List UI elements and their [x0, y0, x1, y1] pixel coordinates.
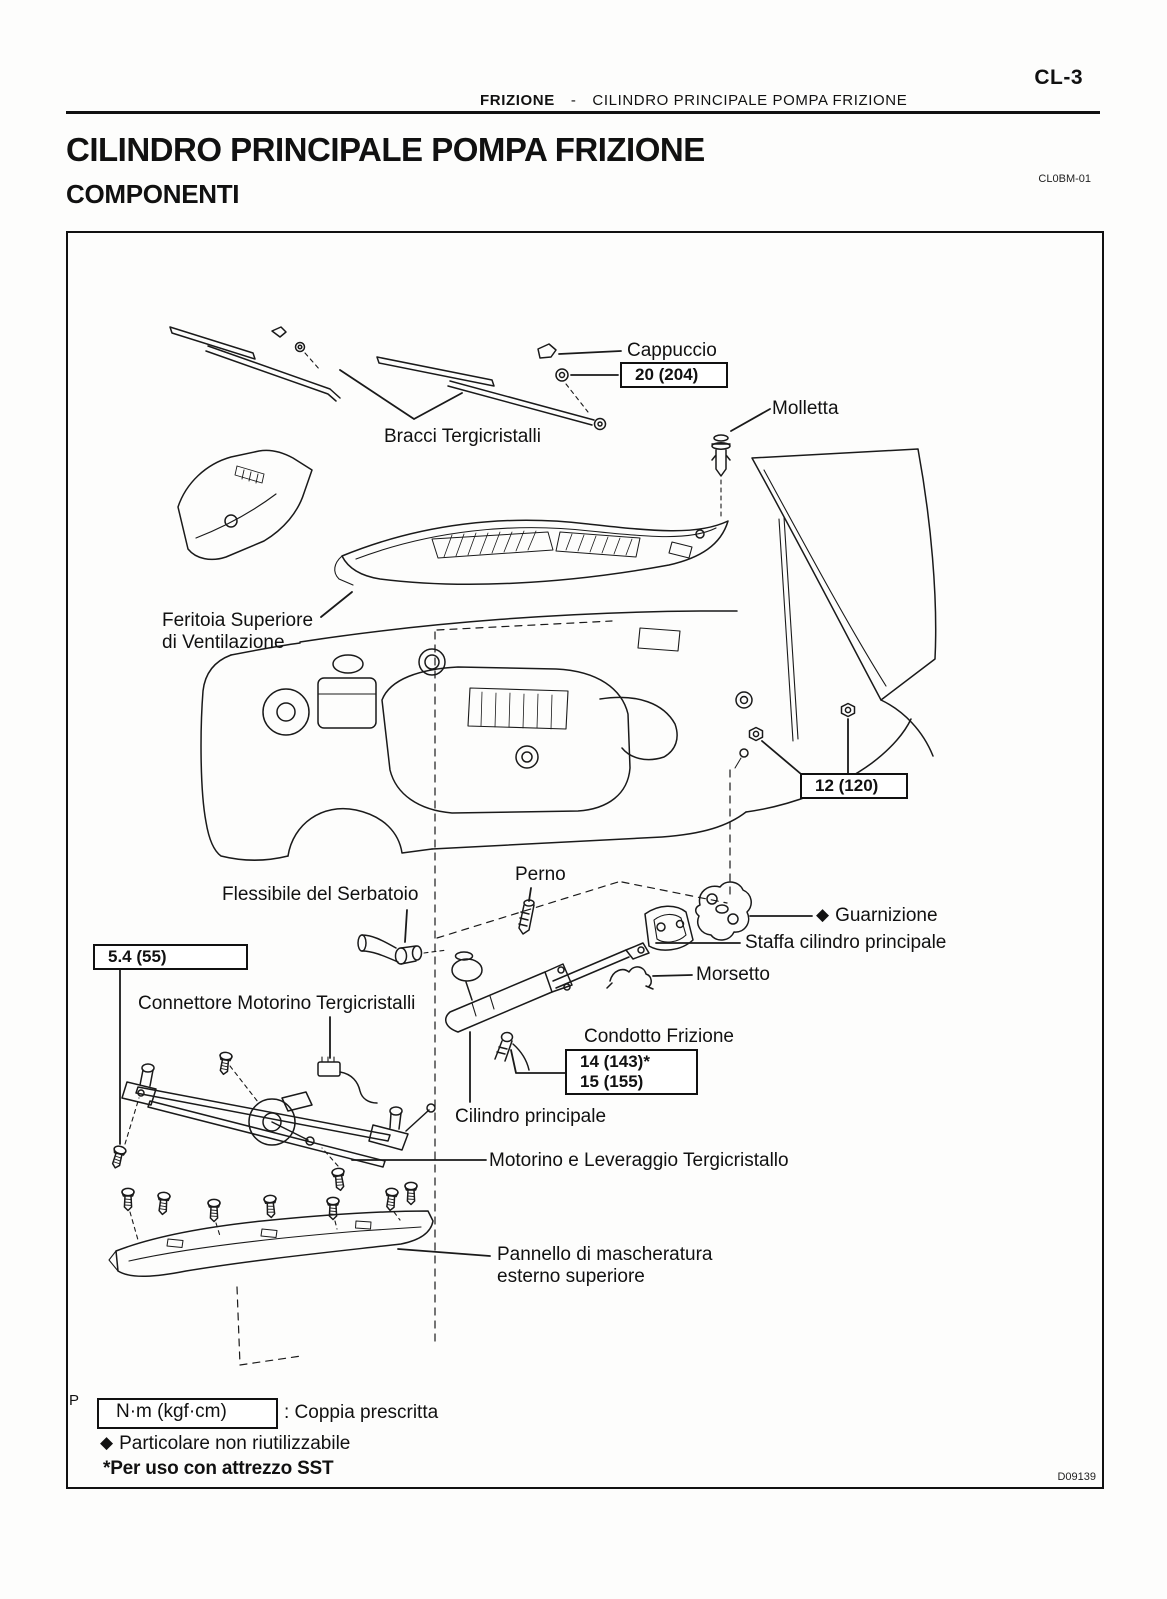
non-reusable-diamond-icon: ◆: [100, 1433, 114, 1452]
label-molletta: Molletta: [772, 398, 839, 419]
page-title: CILINDRO PRINCIPALE POMPA FRIZIONE: [66, 131, 705, 168]
running-header: [480, 92, 907, 109]
revision-code: CL0BM-01: [1038, 173, 1091, 185]
legend-non-reusable: ◆ Particolare non riutilizzabile: [100, 1433, 351, 1454]
label-guarnizione: ◆ Guarnizione: [816, 905, 938, 926]
non-reusable-diamond-icon: ◆: [816, 905, 830, 924]
legend-sst-note: *Per uso con attrezzo SST: [103, 1458, 334, 1479]
legend-corner-letter: P: [69, 1392, 80, 1409]
label-flessibile-serbatoio: Flessibile del Serbatoio: [222, 884, 419, 905]
torque-box-cappuccio-nut: 20 (204): [620, 362, 728, 388]
label-feritoia-ventilazione: Feritoia Superiore di Ventilazione: [162, 610, 314, 653]
figure-frame: [66, 231, 1104, 1489]
legend-torque-description: : Coppia prescritta: [284, 1402, 439, 1423]
legend-torque-unit-box: N·m (kgf·cm): [97, 1398, 278, 1429]
torque-box-wiper-motor: 5.4 (55): [93, 944, 248, 970]
label-pannello-mascheratura: Pannello di mascheratura esterno superiore: [497, 1244, 713, 1287]
running-header-topic: CILINDRO PRINCIPALE POMPA FRIZIONE: [592, 92, 908, 109]
label-condotto-frizione: Condotto Frizione: [584, 1026, 734, 1047]
header-rule: [66, 111, 1100, 114]
label-motorino-leveraggio: Motorino e Leveraggio Tergicristallo: [489, 1150, 789, 1171]
torque-box-hood-side: 12 (120): [800, 773, 908, 799]
running-header-dash: -: [570, 92, 577, 109]
label-morsetto: Morsetto: [696, 964, 770, 985]
label-perno: Perno: [515, 864, 566, 885]
section-subtitle: COMPONENTI: [66, 179, 240, 209]
label-staffa-cilindro: Staffa cilindro principale: [745, 932, 947, 953]
running-header-section: FRIZIONE: [480, 92, 555, 109]
torque-box-condotto: 14 (143)* 15 (155): [565, 1049, 698, 1095]
figure-id: D09139: [1057, 1471, 1096, 1483]
label-connettore-motorino: Connettore Motorino Tergicristalli: [138, 993, 416, 1014]
page-number: CL-3: [1034, 66, 1083, 89]
label-cilindro-principale: Cilindro principale: [455, 1106, 607, 1127]
label-bracci-tergicristalli: Bracci Tergicristalli: [384, 426, 541, 447]
label-cappuccio: Cappuccio: [627, 340, 717, 361]
